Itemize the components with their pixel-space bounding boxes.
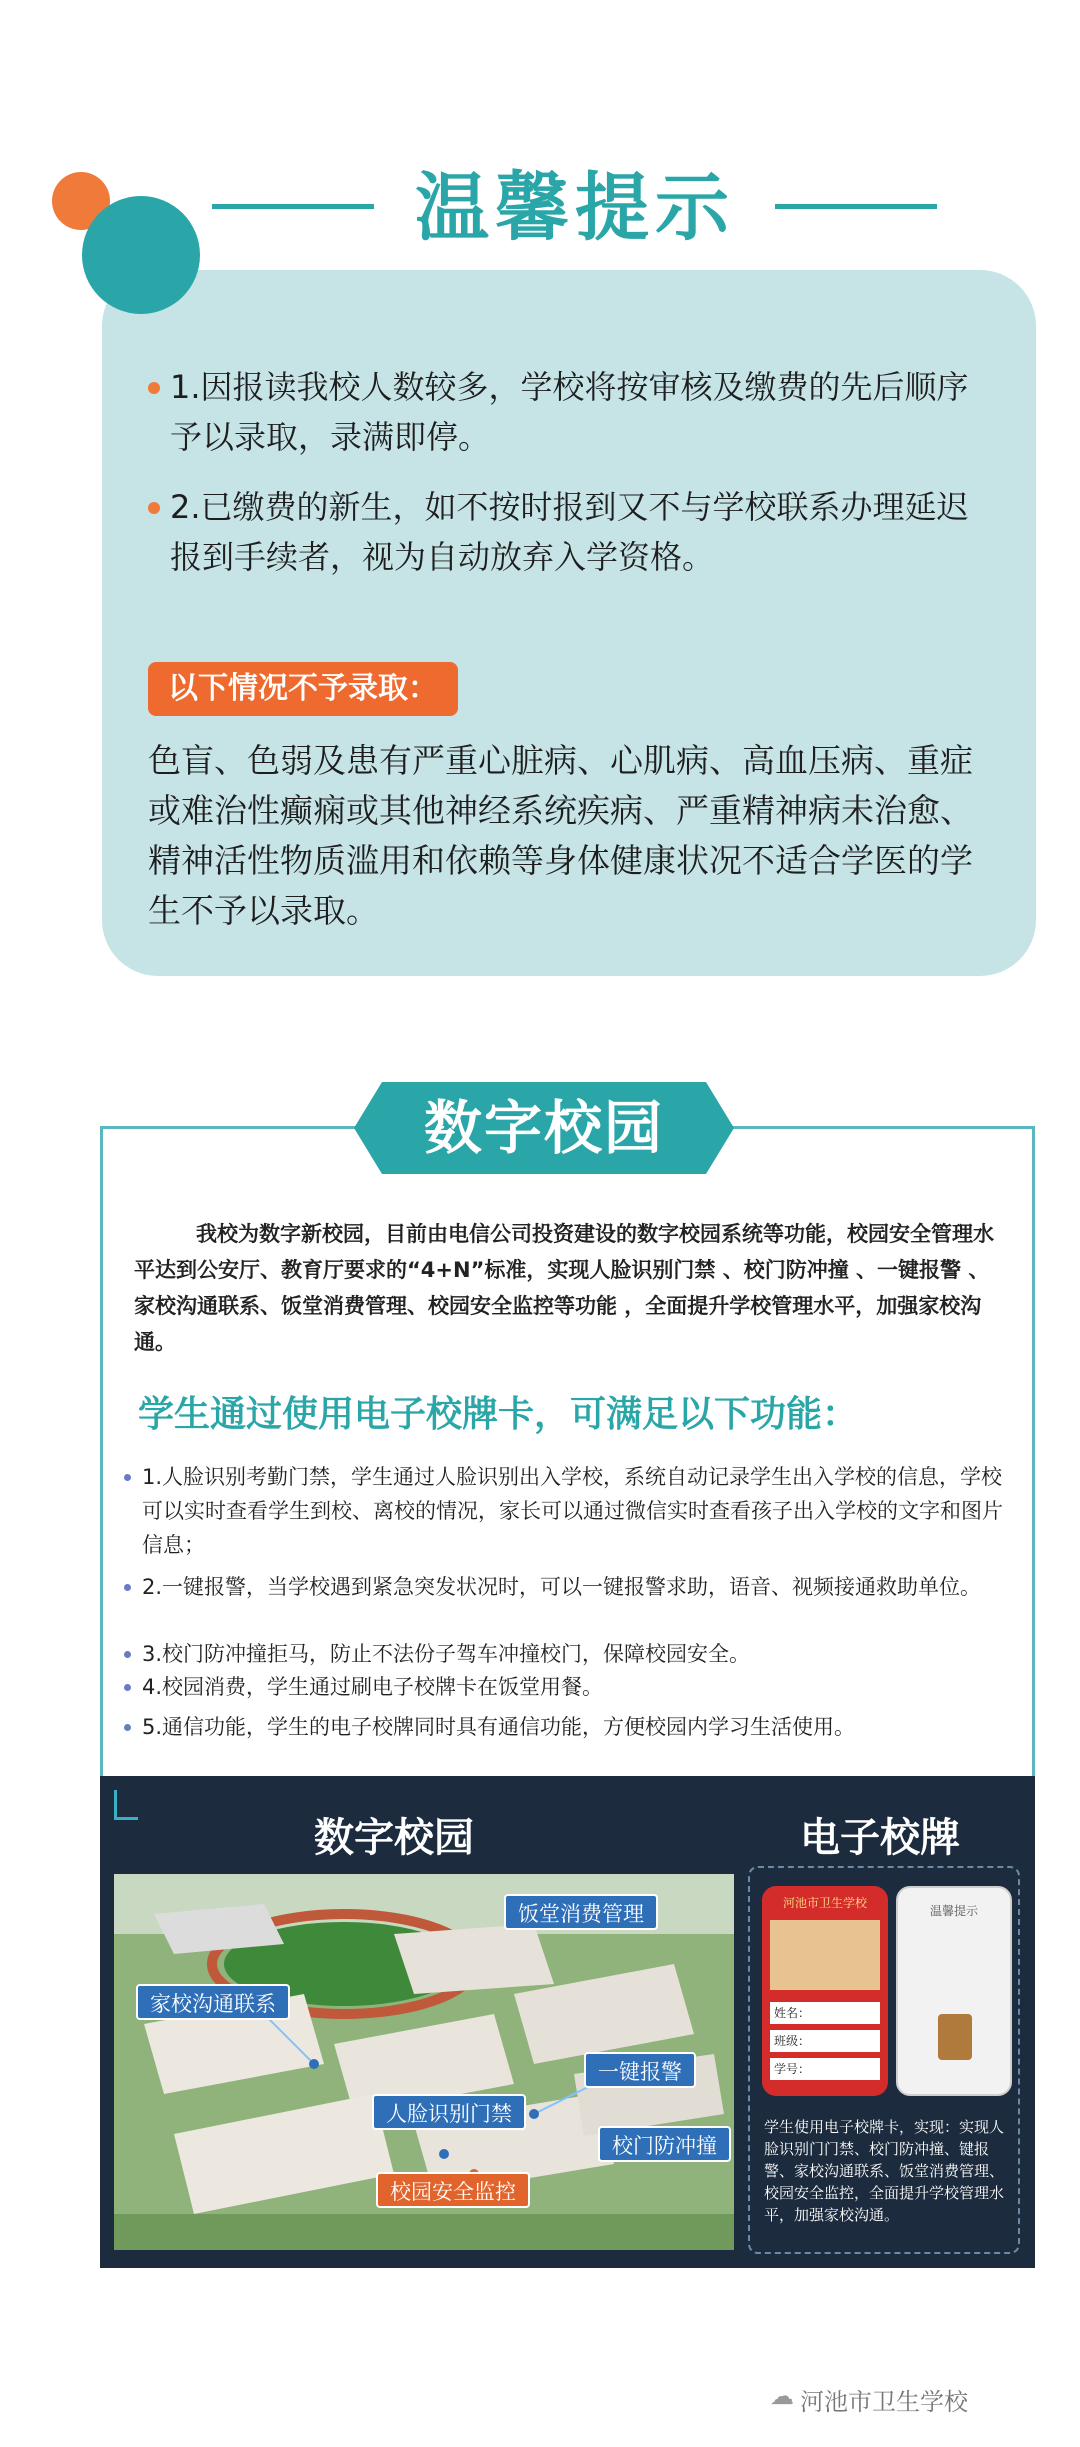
- bullet-icon: [124, 1474, 131, 1481]
- label-monitor: 校园安全监控: [376, 2172, 530, 2208]
- corner-bracket-icon: [114, 1790, 138, 1820]
- card-chip-icon: [938, 2014, 972, 2060]
- decor-dot-teal: [82, 196, 200, 314]
- tip-item: 1.因报读我校人数较多，学校将按审核及缴费的先后顺序予以录取，录满即停。: [148, 362, 988, 462]
- bullet-icon: [148, 502, 160, 514]
- bullet-icon: [124, 1684, 131, 1691]
- card-school-name: 河池市卫生学校: [782, 1896, 867, 1910]
- student-card-area: [748, 1866, 1020, 2254]
- card-back-title: 温馨提示: [929, 1904, 978, 1918]
- title-rule-left: [212, 204, 374, 209]
- label-face-gate: 人脸识别门禁: [372, 2094, 526, 2130]
- tip-item: 2.已缴费的新生，如不按时报到又不与学校联系办理延迟报到手续者，视为自动放弃入学资格。: [148, 482, 988, 582]
- campus-aerial-image: [114, 1874, 734, 2250]
- digital-intro: 我校为数字新校园，目前由电信公司投资建设的数字校园系统等功能，校园安全管理水平达到公安厅、教育厅要求的“4+N”标准，实现人脸识别门禁 、校门防冲撞 、一键报警 、家校沟通联系、饭堂消费管理、校园安全监控等功能 ，全面提升学校管理水平，加强家校沟通。: [134, 1222, 994, 1354]
- title-rule-right: [775, 204, 937, 209]
- function-item: 4.校园消费，学生通过刷电子校牌卡在饭堂用餐。: [124, 1670, 1004, 1704]
- functions-title: 学生通过使用电子校牌卡，可满足以下功能：: [138, 1394, 859, 1435]
- wechat-icon: ☁: [770, 2382, 794, 2410]
- card-back: [896, 1886, 1012, 2096]
- card-caption: 学生使用电子校牌卡，实现：实现人脸识别门门禁、校门防冲撞、键报警、家校沟通联系、饭堂消费管理、校园安全监控，全面提升学校管理水平，加强家校沟通。: [764, 2118, 1005, 2224]
- function-item: 3.校门防冲撞拒马，防止不法份子驾车冲撞校门，保障校园安全。: [124, 1637, 1004, 1671]
- label-alarm: 一键报警: [584, 2052, 696, 2088]
- label-canteen: 饭堂消费管理: [504, 1894, 658, 1930]
- card-id-field: 学号：: [770, 2058, 880, 2080]
- function-item: 5.通信功能，学生的电子校牌同时具有通信功能，方便校园内学习生活使用。: [124, 1710, 1004, 1744]
- bullet-icon: [124, 1584, 131, 1591]
- label-gate-guard: 校门防冲撞: [598, 2126, 731, 2162]
- tips-panel: [102, 270, 1036, 976]
- reject-text: 色盲、色弱及患有严重心脏病、心肌病、高血压病、重症或难治性癫痫或其他神经系统疾病、严重精神病未治愈、精神活性物质滥用和依赖等身体健康状况不适合学医的学生不予以录取。: [148, 741, 973, 930]
- tips-title: 温馨提示: [415, 165, 735, 251]
- illustration-left-title: 数字校园: [314, 1815, 474, 1861]
- bullet-icon: [124, 1651, 131, 1658]
- card-class-field: 班级：: [770, 2030, 880, 2052]
- bullet-icon: [124, 1724, 131, 1731]
- card-name-field: 姓名：: [770, 2002, 880, 2024]
- bullet-icon: [148, 382, 160, 394]
- label-home-school: 家校沟通联系: [136, 1984, 290, 2020]
- illustration-panel: [100, 1776, 1035, 2268]
- illustration-right-title: 电子校牌: [800, 1815, 960, 1861]
- digital-campus-banner: [354, 1082, 734, 1174]
- function-item: 1.人脸识别考勤门禁，学生通过人脸识别出入学校，系统自动记录学生出入学校的信息，学校可以实时查看学生到校、离校的情况，家长可以通过微信实时查看孩子出入学校的文字和图片信息；: [124, 1460, 1004, 1562]
- function-item: 2.一键报警，当学校遇到紧急突发状况时，可以一键报警求助，语音、视频接通救助单位。: [124, 1570, 1004, 1604]
- card-gate-photo: [770, 1920, 880, 1990]
- card-front: [762, 1886, 888, 2096]
- digital-campus-title: 数字校园: [423, 1094, 664, 1162]
- reject-label: 以下情况不予录取：: [148, 662, 458, 716]
- footer-account: 河池市卫生学校: [800, 2388, 968, 2416]
